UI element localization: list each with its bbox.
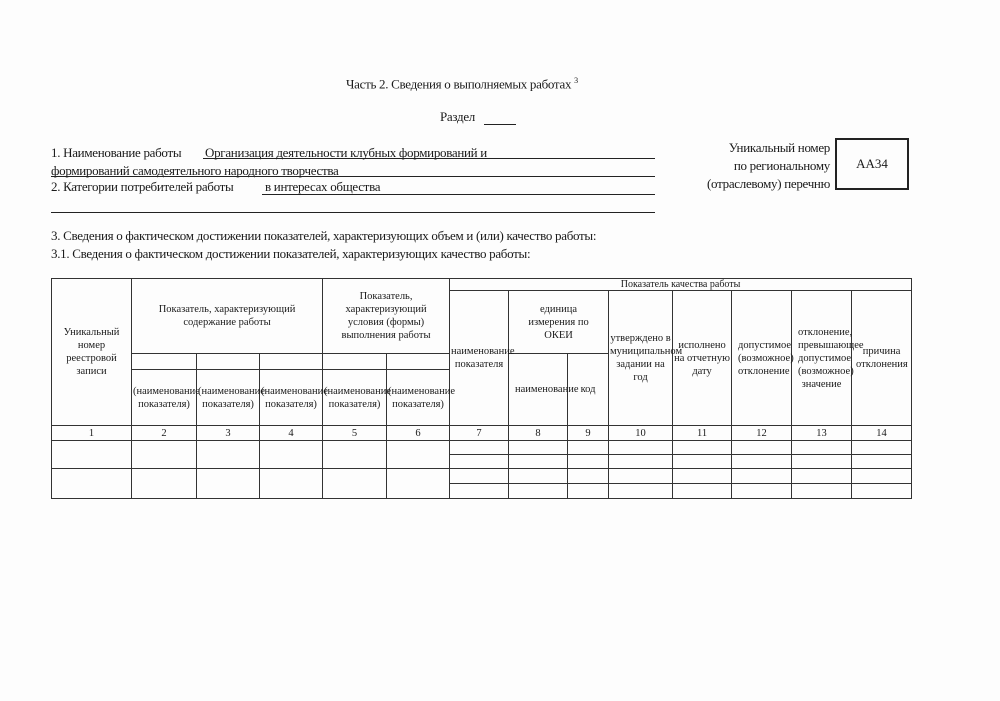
work-name-value[interactable]: Организация деятельности клубных формирований и bbox=[205, 145, 487, 160]
data-cell[interactable] bbox=[509, 484, 568, 499]
section-number-field[interactable] bbox=[484, 124, 516, 125]
blank-cell[interactable] bbox=[132, 354, 197, 370]
data-cell[interactable] bbox=[568, 469, 609, 484]
column-number: 6 bbox=[387, 426, 450, 441]
data-cell[interactable] bbox=[387, 441, 450, 469]
table-row bbox=[52, 469, 912, 484]
data-cell[interactable] bbox=[260, 441, 323, 469]
data-cell[interactable] bbox=[197, 441, 260, 469]
data-cell[interactable] bbox=[197, 469, 260, 499]
blank-cell[interactable] bbox=[323, 354, 387, 370]
header-reason: причина отклонения bbox=[852, 291, 912, 426]
consumers-label: 2. Категории потребителей работы bbox=[51, 179, 234, 194]
data-cell[interactable] bbox=[852, 441, 912, 455]
column-number: 4 bbox=[260, 426, 323, 441]
data-cell[interactable] bbox=[450, 441, 509, 455]
data-cell[interactable] bbox=[568, 455, 609, 469]
header-unit-name: наименование bbox=[509, 354, 568, 426]
header-registry-number: Уникальный номер реестровой записи bbox=[52, 279, 132, 426]
data-cell[interactable] bbox=[568, 441, 609, 455]
header-unit-okei: единица измерения по ОКЕИ bbox=[509, 291, 609, 354]
underline bbox=[262, 194, 655, 195]
column-number: 1 bbox=[52, 426, 132, 441]
section-label: Раздел bbox=[440, 109, 475, 124]
column-number: 5 bbox=[323, 426, 387, 441]
sub-indicator-name: (наименование показателя) bbox=[387, 370, 450, 426]
label-line: Уникальный номер bbox=[728, 140, 830, 155]
data-cell[interactable] bbox=[673, 484, 732, 499]
data-cell[interactable] bbox=[852, 484, 912, 499]
blank-cell[interactable] bbox=[260, 354, 323, 370]
data-cell[interactable] bbox=[132, 469, 197, 499]
data-cell[interactable] bbox=[260, 469, 323, 499]
header-quality-indicator: Показатель качества работы bbox=[450, 279, 912, 291]
data-cell[interactable] bbox=[732, 469, 792, 484]
data-cell[interactable] bbox=[609, 484, 673, 499]
column-number: 14 bbox=[852, 426, 912, 441]
registry-code-box: АА34 bbox=[835, 138, 909, 190]
data-cell[interactable] bbox=[732, 455, 792, 469]
sub-indicator-name: (наименование показателя) bbox=[197, 370, 260, 426]
data-cell[interactable] bbox=[792, 455, 852, 469]
column-number: 9 bbox=[568, 426, 609, 441]
blank-cell[interactable] bbox=[387, 354, 450, 370]
header-exceeding-deviation: отклонение, превышающее допустимое (возможное) значение bbox=[792, 291, 852, 426]
data-cell[interactable] bbox=[52, 441, 132, 469]
data-cell[interactable] bbox=[673, 469, 732, 484]
data-cell[interactable] bbox=[792, 484, 852, 499]
header-unit-code: код bbox=[568, 354, 609, 426]
section-3-1-heading: 3.1. Сведения о фактическом достижении показателей, характеризующих качество работы: bbox=[51, 246, 531, 261]
data-cell[interactable] bbox=[323, 441, 387, 469]
underline bbox=[51, 176, 655, 177]
column-number: 10 bbox=[609, 426, 673, 441]
column-number: 13 bbox=[792, 426, 852, 441]
data-cell[interactable] bbox=[509, 441, 568, 455]
data-cell[interactable] bbox=[673, 441, 732, 455]
data-cell[interactable] bbox=[568, 484, 609, 499]
label-line: (отраслевому) перечню bbox=[707, 176, 830, 191]
data-cell[interactable] bbox=[792, 441, 852, 455]
registry-number-label bbox=[660, 139, 830, 193]
label-line: по региональному bbox=[733, 158, 830, 173]
data-cell[interactable] bbox=[609, 455, 673, 469]
column-number: 11 bbox=[673, 426, 732, 441]
underline bbox=[203, 158, 655, 159]
data-cell[interactable] bbox=[852, 469, 912, 484]
consumers-value[interactable]: в интересах общества bbox=[265, 179, 381, 194]
header-conditions-indicator: Показатель, характеризующий условия (формы) выполнения работы bbox=[323, 279, 450, 354]
sub-indicator-name: (наименование показателя) bbox=[132, 370, 197, 426]
data-cell[interactable] bbox=[450, 469, 509, 484]
data-cell[interactable] bbox=[509, 455, 568, 469]
column-numbers-row bbox=[52, 426, 912, 441]
blank-cell[interactable] bbox=[197, 354, 260, 370]
data-cell[interactable] bbox=[52, 469, 132, 499]
data-cell[interactable] bbox=[132, 441, 197, 469]
work-name-value-cont[interactable]: формирований самодеятельного народного творчества bbox=[51, 163, 339, 178]
underline bbox=[51, 212, 655, 213]
column-number: 2 bbox=[132, 426, 197, 441]
data-cell[interactable] bbox=[609, 441, 673, 455]
data-cell[interactable] bbox=[323, 469, 387, 499]
header-indicator-name: наименование показателя bbox=[450, 291, 509, 426]
section-3-heading: 3. Сведения о фактическом достижении показателей, характеризующих объем и (или) качество работы: bbox=[51, 228, 597, 243]
data-cell[interactable] bbox=[609, 469, 673, 484]
header-executed: исполнено на отчетную дату bbox=[673, 291, 732, 426]
data-cell[interactable] bbox=[852, 455, 912, 469]
data-cell[interactable] bbox=[450, 455, 509, 469]
column-number: 12 bbox=[732, 426, 792, 441]
data-cell[interactable] bbox=[732, 484, 792, 499]
page-title: Часть 2. Сведения о выполняемых работах $^3$ bbox=[346, 76, 578, 92]
data-cell[interactable] bbox=[509, 469, 568, 484]
header-content-indicator: Показатель, характеризующий содержание работы bbox=[132, 279, 323, 354]
sub-indicator-name: (наименование показателя) bbox=[323, 370, 387, 426]
column-number: 7 bbox=[450, 426, 509, 441]
data-cell[interactable] bbox=[792, 469, 852, 484]
work-name-label: 1. Наименование работы bbox=[51, 145, 182, 160]
header-allowed-deviation: допустимое (возможное) отклонение bbox=[732, 291, 792, 426]
header-approved: утверждено в муниципальном задании на год bbox=[609, 291, 673, 426]
sub-indicator-name: (наименование показателя) bbox=[260, 370, 323, 426]
data-cell[interactable] bbox=[732, 441, 792, 455]
quality-indicators-table bbox=[51, 278, 912, 499]
data-cell[interactable] bbox=[450, 484, 509, 499]
column-number: 8 bbox=[509, 426, 568, 441]
table-row bbox=[52, 441, 912, 455]
data-cell[interactable] bbox=[673, 455, 732, 469]
data-cell[interactable] bbox=[387, 469, 450, 499]
column-number: 3 bbox=[197, 426, 260, 441]
